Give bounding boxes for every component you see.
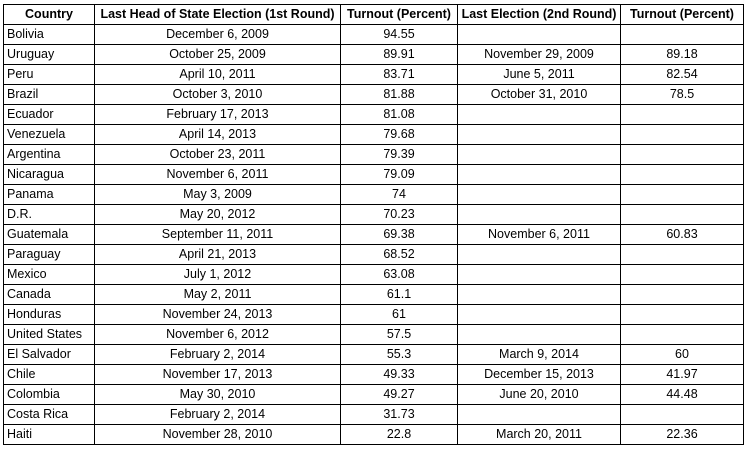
- second-round-turnout-cell: [621, 185, 744, 205]
- first-round-turnout-cell: 74: [341, 185, 458, 205]
- second-round-turnout-cell: [621, 105, 744, 125]
- first-round-turnout-cell: 22.8: [341, 425, 458, 445]
- first-round-turnout-cell: 69.38: [341, 225, 458, 245]
- first-round-date-cell: October 25, 2009: [95, 45, 341, 65]
- second-round-date-cell: [458, 125, 621, 145]
- table-row: [4, 225, 744, 245]
- second-round-turnout-cell: 89.18: [621, 45, 744, 65]
- first-round-date-cell: May 3, 2009: [95, 185, 341, 205]
- country-cell: Brazil: [4, 85, 95, 105]
- country-cell: Nicaragua: [4, 165, 95, 185]
- second-round-turnout-cell: 44.48: [621, 385, 744, 405]
- second-round-date-cell: December 15, 2013: [458, 365, 621, 385]
- country-cell: Chile: [4, 365, 95, 385]
- first-round-date-cell: October 3, 2010: [95, 85, 341, 105]
- first-round-date-cell: October 23, 2011: [95, 145, 341, 165]
- first-round-date-cell: May 20, 2012: [95, 205, 341, 225]
- country-cell: Peru: [4, 65, 95, 85]
- second-round-turnout-cell: [621, 245, 744, 265]
- second-round-date-cell: June 5, 2011: [458, 65, 621, 85]
- second-round-turnout-cell: 22.36: [621, 425, 744, 445]
- header-first-round-election: Last Head of State Election (1st Round): [95, 5, 341, 25]
- country-cell: Canada: [4, 285, 95, 305]
- second-round-date-cell: [458, 285, 621, 305]
- table-row: [4, 385, 744, 405]
- header-second-round-turnout: Turnout (Percent): [621, 5, 744, 25]
- second-round-turnout-cell: [621, 125, 744, 145]
- table-row: [4, 85, 744, 105]
- second-round-turnout-cell: [621, 325, 744, 345]
- second-round-turnout-cell: [621, 25, 744, 45]
- country-cell: D.R.: [4, 205, 95, 225]
- table-row: [4, 125, 744, 145]
- first-round-date-cell: November 24, 2013: [95, 305, 341, 325]
- table-row: [4, 65, 744, 85]
- first-round-turnout-cell: 79.68: [341, 125, 458, 145]
- first-round-date-cell: July 1, 2012: [95, 265, 341, 285]
- second-round-date-cell: [458, 245, 621, 265]
- first-round-date-cell: December 6, 2009: [95, 25, 341, 45]
- country-cell: United States: [4, 325, 95, 345]
- first-round-date-cell: November 17, 2013: [95, 365, 341, 385]
- first-round-date-cell: April 14, 2013: [95, 125, 341, 145]
- first-round-date-cell: April 10, 2011: [95, 65, 341, 85]
- election-turnout-table: [3, 4, 744, 445]
- country-cell: El Salvador: [4, 345, 95, 365]
- first-round-date-cell: February 17, 2013: [95, 105, 341, 125]
- first-round-date-cell: November 28, 2010: [95, 425, 341, 445]
- second-round-date-cell: [458, 25, 621, 45]
- country-cell: Panama: [4, 185, 95, 205]
- second-round-date-cell: [458, 205, 621, 225]
- table-row: [4, 345, 744, 365]
- header-first-round-turnout: Turnout (Percent): [341, 5, 458, 25]
- table-body: [4, 25, 744, 445]
- first-round-date-cell: May 2, 2011: [95, 285, 341, 305]
- first-round-turnout-cell: 70.23: [341, 205, 458, 225]
- first-round-turnout-cell: 49.27: [341, 385, 458, 405]
- first-round-date-cell: April 21, 2013: [95, 245, 341, 265]
- table-row: [4, 45, 744, 65]
- country-cell: Paraguay: [4, 245, 95, 265]
- second-round-date-cell: [458, 265, 621, 285]
- table-row: [4, 405, 744, 425]
- country-cell: Mexico: [4, 265, 95, 285]
- first-round-turnout-cell: 49.33: [341, 365, 458, 385]
- second-round-turnout-cell: 60.83: [621, 225, 744, 245]
- second-round-turnout-cell: 82.54: [621, 65, 744, 85]
- table-row: [4, 25, 744, 45]
- table-row: [4, 285, 744, 305]
- first-round-date-cell: February 2, 2014: [95, 405, 341, 425]
- second-round-turnout-cell: [621, 205, 744, 225]
- country-cell: Ecuador: [4, 105, 95, 125]
- second-round-date-cell: March 20, 2011: [458, 425, 621, 445]
- country-cell: Honduras: [4, 305, 95, 325]
- country-cell: Guatemala: [4, 225, 95, 245]
- second-round-date-cell: [458, 405, 621, 425]
- second-round-date-cell: June 20, 2010: [458, 385, 621, 405]
- table-row: [4, 305, 744, 325]
- second-round-turnout-cell: [621, 165, 744, 185]
- first-round-turnout-cell: 83.71: [341, 65, 458, 85]
- first-round-turnout-cell: 31.73: [341, 405, 458, 425]
- second-round-date-cell: November 6, 2011: [458, 225, 621, 245]
- first-round-turnout-cell: 61: [341, 305, 458, 325]
- country-cell: Uruguay: [4, 45, 95, 65]
- first-round-turnout-cell: 94.55: [341, 25, 458, 45]
- first-round-turnout-cell: 68.52: [341, 245, 458, 265]
- first-round-turnout-cell: 63.08: [341, 265, 458, 285]
- table-row: [4, 145, 744, 165]
- table-row: [4, 365, 744, 385]
- second-round-date-cell: March 9, 2014: [458, 345, 621, 365]
- second-round-date-cell: [458, 305, 621, 325]
- country-cell: Colombia: [4, 385, 95, 405]
- first-round-turnout-cell: 89.91: [341, 45, 458, 65]
- second-round-date-cell: November 29, 2009: [458, 45, 621, 65]
- table-row: [4, 265, 744, 285]
- second-round-date-cell: [458, 165, 621, 185]
- country-cell: Haiti: [4, 425, 95, 445]
- first-round-date-cell: September 11, 2011: [95, 225, 341, 245]
- table-header: [4, 5, 744, 25]
- table-row: [4, 425, 744, 445]
- second-round-date-cell: [458, 325, 621, 345]
- second-round-turnout-cell: [621, 265, 744, 285]
- first-round-turnout-cell: 55.3: [341, 345, 458, 365]
- first-round-turnout-cell: 81.88: [341, 85, 458, 105]
- second-round-turnout-cell: 78.5: [621, 85, 744, 105]
- table-row: [4, 185, 744, 205]
- table-row: [4, 205, 744, 225]
- country-cell: Costa Rica: [4, 405, 95, 425]
- first-round-turnout-cell: 81.08: [341, 105, 458, 125]
- first-round-turnout-cell: 79.09: [341, 165, 458, 185]
- second-round-turnout-cell: [621, 285, 744, 305]
- header-row: [4, 5, 744, 25]
- second-round-date-cell: [458, 105, 621, 125]
- second-round-turnout-cell: [621, 145, 744, 165]
- first-round-turnout-cell: 61.1: [341, 285, 458, 305]
- header-country: Country: [4, 5, 95, 25]
- table-row: [4, 105, 744, 125]
- second-round-turnout-cell: [621, 305, 744, 325]
- second-round-turnout-cell: [621, 405, 744, 425]
- second-round-turnout-cell: 60: [621, 345, 744, 365]
- country-cell: Argentina: [4, 145, 95, 165]
- second-round-date-cell: October 31, 2010: [458, 85, 621, 105]
- second-round-turnout-cell: 41.97: [621, 365, 744, 385]
- second-round-date-cell: [458, 145, 621, 165]
- table-row: [4, 325, 744, 345]
- first-round-date-cell: May 30, 2010: [95, 385, 341, 405]
- country-cell: Venezuela: [4, 125, 95, 145]
- first-round-date-cell: November 6, 2011: [95, 165, 341, 185]
- first-round-date-cell: February 2, 2014: [95, 345, 341, 365]
- country-cell: Bolivia: [4, 25, 95, 45]
- first-round-turnout-cell: 57.5: [341, 325, 458, 345]
- table-row: [4, 165, 744, 185]
- header-second-round-election: Last Election (2nd Round): [458, 5, 621, 25]
- table-row: [4, 245, 744, 265]
- second-round-date-cell: [458, 185, 621, 205]
- first-round-turnout-cell: 79.39: [341, 145, 458, 165]
- first-round-date-cell: November 6, 2012: [95, 325, 341, 345]
- election-turnout-table-container: [3, 4, 744, 445]
